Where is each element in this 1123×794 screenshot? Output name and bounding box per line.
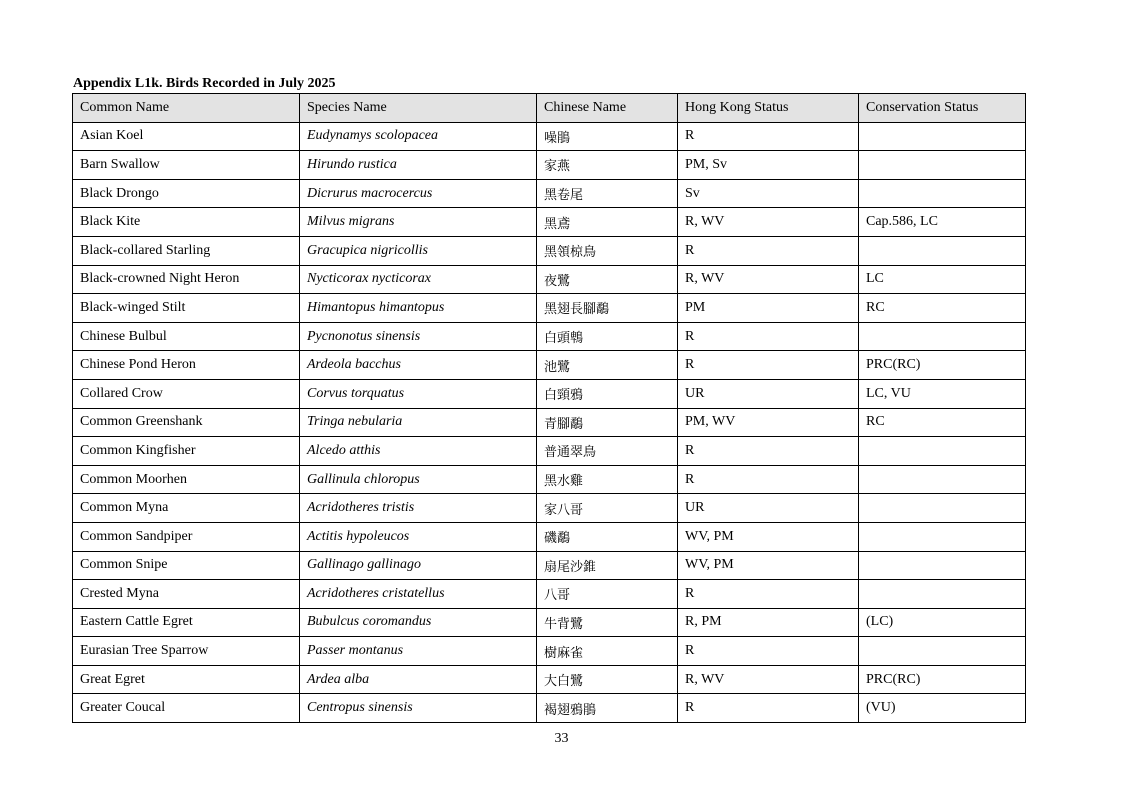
conservation-status-cell: (LC) [859, 608, 1026, 637]
common-name-cell: Barn Swallow [73, 151, 300, 180]
common-name-cell: Black Drongo [73, 179, 300, 208]
hong-kong-status-cell: R [678, 694, 859, 723]
species-name-cell: Acridotheres tristis [300, 494, 537, 523]
species-name-cell: Acridotheres cristatellus [300, 580, 537, 609]
table-row [73, 580, 1026, 609]
conservation-status-cell [859, 494, 1026, 523]
hong-kong-status-cell: PM, Sv [678, 151, 859, 180]
chinese-name-cell: 白頭鵯 [537, 322, 678, 351]
table-row [73, 608, 1026, 637]
chinese-name-cell: 夜鷺 [537, 265, 678, 294]
chinese-name-cell: 八哥 [537, 580, 678, 609]
species-name-cell: Ardea alba [300, 665, 537, 694]
conservation-status-cell [859, 179, 1026, 208]
table-row [73, 465, 1026, 494]
table-row [73, 551, 1026, 580]
conservation-status-cell: RC [859, 294, 1026, 323]
conservation-status-cell [859, 437, 1026, 466]
table-caption: Appendix L1k. Birds Recorded in July 2025 [73, 76, 336, 91]
conservation-status-cell [859, 465, 1026, 494]
species-name-cell: Pycnonotus sinensis [300, 322, 537, 351]
hong-kong-status-cell: UR [678, 494, 859, 523]
chinese-name-cell: 黑翅長腳鷸 [537, 294, 678, 323]
common-name-cell: Black-collared Starling [73, 236, 300, 265]
chinese-name-cell: 池鷺 [537, 351, 678, 380]
hong-kong-status-cell: R [678, 351, 859, 380]
species-name-cell: Tringa nebularia [300, 408, 537, 437]
conservation-status-cell: RC [859, 408, 1026, 437]
common-name-cell: Great Egret [73, 665, 300, 694]
conservation-status-cell [859, 151, 1026, 180]
species-name-cell: Milvus migrans [300, 208, 537, 237]
hong-kong-status-cell: R [678, 465, 859, 494]
conservation-status-cell [859, 580, 1026, 609]
common-name-cell: Greater Coucal [73, 694, 300, 723]
conservation-status-cell [859, 551, 1026, 580]
conservation-status-cell: LC, VU [859, 379, 1026, 408]
table-row [73, 408, 1026, 437]
conservation-status-cell: Cap.586, LC [859, 208, 1026, 237]
hong-kong-status-cell: WV, PM [678, 551, 859, 580]
table-row [73, 694, 1026, 723]
chinese-name-cell: 黑水雞 [537, 465, 678, 494]
chinese-name-cell: 白頸鴉 [537, 379, 678, 408]
hong-kong-status-cell: R [678, 322, 859, 351]
chinese-name-cell: 噪鵑 [537, 122, 678, 151]
hong-kong-status-cell: PM, WV [678, 408, 859, 437]
common-name-cell: Asian Koel [73, 122, 300, 151]
table-row [73, 236, 1026, 265]
species-name-cell: Nycticorax nycticorax [300, 265, 537, 294]
hong-kong-status-cell: R, PM [678, 608, 859, 637]
conservation-status-cell [859, 236, 1026, 265]
common-name-cell: Collared Crow [73, 379, 300, 408]
table-row [73, 637, 1026, 666]
table-row [73, 351, 1026, 380]
chinese-name-cell: 磯鷸 [537, 522, 678, 551]
common-name-cell: Crested Myna [73, 580, 300, 609]
table-body [73, 122, 1026, 722]
species-name-cell: Actitis hypoleucos [300, 522, 537, 551]
chinese-name-cell: 黑卷尾 [537, 179, 678, 208]
common-name-cell: Common Sandpiper [73, 522, 300, 551]
table-row [73, 294, 1026, 323]
table-row [73, 122, 1026, 151]
common-name-cell: Black Kite [73, 208, 300, 237]
common-name-cell: Common Snipe [73, 551, 300, 580]
conservation-status-cell [859, 522, 1026, 551]
table-row [73, 322, 1026, 351]
table-header-row [73, 94, 1026, 123]
conservation-status-cell: LC [859, 265, 1026, 294]
common-name-cell: Black-crowned Night Heron [73, 265, 300, 294]
species-name-cell: Bubulcus coromandus [300, 608, 537, 637]
species-name-cell: Alcedo atthis [300, 437, 537, 466]
header-common-name: Common Name [73, 94, 300, 123]
chinese-name-cell: 家八哥 [537, 494, 678, 523]
common-name-cell: Common Greenshank [73, 408, 300, 437]
hong-kong-status-cell: R [678, 236, 859, 265]
conservation-status-cell: PRC(RC) [859, 665, 1026, 694]
hong-kong-status-cell: R [678, 122, 859, 151]
hong-kong-status-cell: R [678, 637, 859, 666]
chinese-name-cell: 家燕 [537, 151, 678, 180]
species-name-cell: Gallinula chloropus [300, 465, 537, 494]
chinese-name-cell: 普通翠鳥 [537, 437, 678, 466]
species-name-cell: Hirundo rustica [300, 151, 537, 180]
table-row [73, 437, 1026, 466]
chinese-name-cell: 黑領椋鳥 [537, 236, 678, 265]
page-number: 33 [554, 731, 569, 746]
hong-kong-status-cell: R [678, 580, 859, 609]
header-hong-kong-status: Hong Kong Status [678, 94, 859, 123]
species-name-cell: Eudynamys scolopacea [300, 122, 537, 151]
common-name-cell: Chinese Bulbul [73, 322, 300, 351]
header-conservation-status: Conservation Status [859, 94, 1026, 123]
chinese-name-cell: 牛背鷺 [537, 608, 678, 637]
header-species-name: Species Name [300, 94, 537, 123]
common-name-cell: Common Myna [73, 494, 300, 523]
hong-kong-status-cell: UR [678, 379, 859, 408]
birds-table [72, 93, 1026, 723]
chinese-name-cell: 黑鳶 [537, 208, 678, 237]
table-row [73, 522, 1026, 551]
species-name-cell: Himantopus himantopus [300, 294, 537, 323]
table-row [73, 179, 1026, 208]
common-name-cell: Black-winged Stilt [73, 294, 300, 323]
species-name-cell: Gracupica nigricollis [300, 236, 537, 265]
hong-kong-status-cell: R, WV [678, 665, 859, 694]
hong-kong-status-cell: WV, PM [678, 522, 859, 551]
hong-kong-status-cell: R, WV [678, 208, 859, 237]
species-name-cell: Dicrurus macrocercus [300, 179, 537, 208]
header-chinese-name: Chinese Name [537, 94, 678, 123]
table-row [73, 265, 1026, 294]
conservation-status-cell: (VU) [859, 694, 1026, 723]
species-name-cell: Gallinago gallinago [300, 551, 537, 580]
common-name-cell: Chinese Pond Heron [73, 351, 300, 380]
chinese-name-cell: 扇尾沙錐 [537, 551, 678, 580]
chinese-name-cell: 樹麻雀 [537, 637, 678, 666]
table-row [73, 665, 1026, 694]
conservation-status-cell [859, 637, 1026, 666]
species-name-cell: Ardeola bacchus [300, 351, 537, 380]
species-name-cell: Centropus sinensis [300, 694, 537, 723]
chinese-name-cell: 青腳鷸 [537, 408, 678, 437]
conservation-status-cell: PRC(RC) [859, 351, 1026, 380]
table-row [73, 494, 1026, 523]
common-name-cell: Eastern Cattle Egret [73, 608, 300, 637]
chinese-name-cell: 大白鷺 [537, 665, 678, 694]
hong-kong-status-cell: PM [678, 294, 859, 323]
hong-kong-status-cell: R [678, 437, 859, 466]
conservation-status-cell [859, 122, 1026, 151]
hong-kong-status-cell: Sv [678, 179, 859, 208]
hong-kong-status-cell: R, WV [678, 265, 859, 294]
conservation-status-cell [859, 322, 1026, 351]
common-name-cell: Common Moorhen [73, 465, 300, 494]
table-row [73, 208, 1026, 237]
chinese-name-cell: 褐翅鴉鵑 [537, 694, 678, 723]
table-row [73, 379, 1026, 408]
common-name-cell: Eurasian Tree Sparrow [73, 637, 300, 666]
table-row [73, 151, 1026, 180]
common-name-cell: Common Kingfisher [73, 437, 300, 466]
species-name-cell: Passer montanus [300, 637, 537, 666]
species-name-cell: Corvus torquatus [300, 379, 537, 408]
